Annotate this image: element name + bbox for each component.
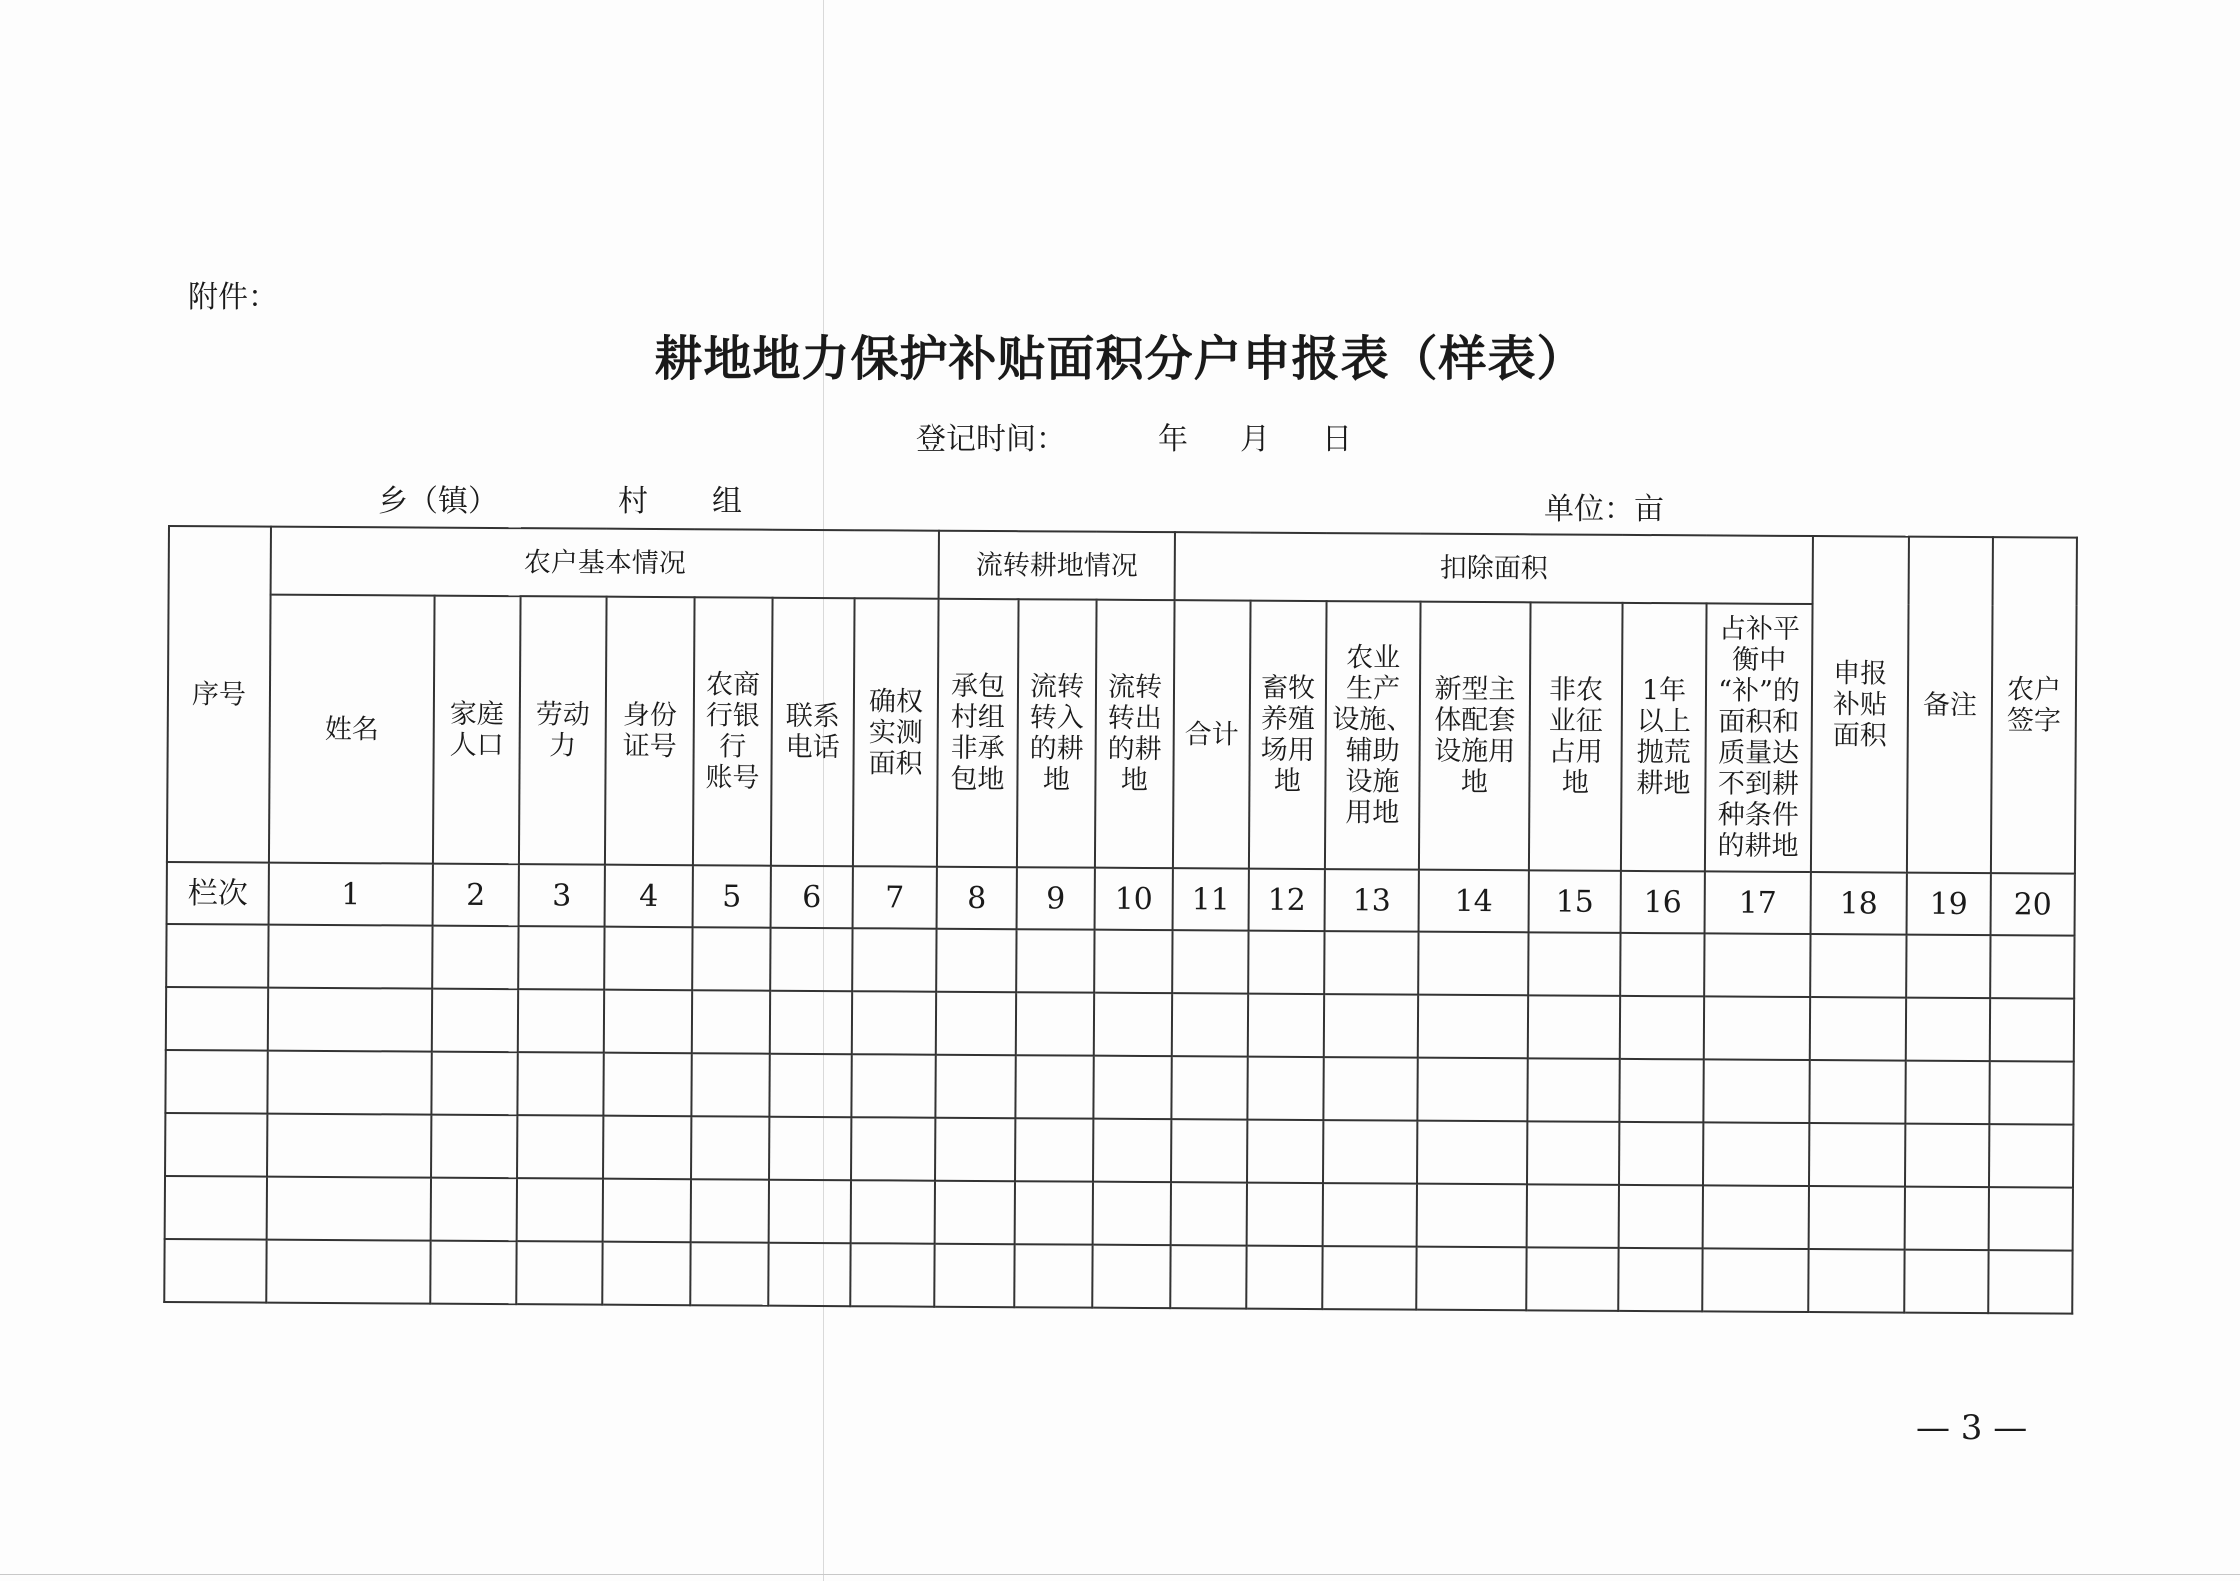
unit-label: 单位：亩 [1544,492,1664,527]
table-row [165,1050,2073,1125]
blank-cell [268,925,432,989]
blank-cell [1324,994,1418,1058]
blank-cell [1170,1245,1246,1308]
blank-cell [769,1054,851,1117]
blank-cell [1990,935,2074,999]
col-header-7: 确权 实测 面积 [853,598,939,867]
blank-cell [1704,996,1810,1060]
column-number-label: 栏次 [167,862,269,925]
blank-cell [1703,1122,1809,1186]
blank-cell [1809,1060,1905,1124]
column-number: 10 [1095,868,1173,930]
column-number: 14 [1419,870,1529,933]
blank-cell [936,929,1016,992]
col-header-15: 非农 业征 占用 地 [1529,602,1623,871]
blank-cell [851,1054,935,1118]
blank-cell [268,988,432,1052]
col-header-16: 1年 以上 抛荒 耕地 [1621,603,1707,872]
blank-cell [852,991,936,1055]
blank-cell [1094,993,1172,1056]
blank-cell [1619,1122,1703,1186]
blank-cell [1989,1187,2073,1251]
blank-cell [851,1117,935,1181]
blank-cell [1324,931,1418,995]
blank-cell [1172,930,1248,993]
blank-cell [165,1050,267,1114]
blank-cell [1016,929,1094,992]
location-village: 村 [618,484,648,519]
blank-cell [1417,1058,1527,1122]
column-number: 3 [519,864,605,927]
blank-cell [1906,998,1990,1062]
subsidy-application-table [163,525,2078,1315]
registration-label: 登记时间： [916,422,1066,457]
blank-cell [1247,1183,1323,1246]
blank-cell [1248,931,1324,994]
blank-cell [516,1241,602,1305]
col-header-5: 农商 行银 行 账号 [693,597,773,865]
blank-cell [1528,995,1620,1059]
table-row [164,1239,2072,1314]
blank-cell [1809,1186,1905,1250]
blank-cell [850,1243,934,1307]
blank-cell [1990,998,2074,1062]
blank-cell [1905,1187,1989,1251]
col-header-1: 姓名 [269,595,435,864]
table-row [165,1113,2073,1188]
blank-cell [691,1116,769,1179]
blank-cell [1618,1248,1702,1312]
col-header-18: 申报 补贴 面积 [1811,536,1909,873]
blank-cell [1704,933,1810,997]
column-number: 15 [1529,870,1621,933]
blank-cell [517,1052,603,1116]
blank-cell [1416,1247,1526,1311]
column-number: 19 [1907,873,1991,936]
blank-cell [1703,1059,1809,1123]
col-header-20: 农户 签字 [1991,537,2077,874]
blank-cell [164,1239,266,1303]
blank-cell [165,1113,267,1177]
registration-month: 月 [1240,422,1270,457]
blank-cell [1171,1119,1247,1182]
blank-cell [166,987,268,1051]
blank-cell [1703,1185,1809,1249]
blank-cell [267,1114,431,1178]
col-header-14: 新型主 体配套 设施用 地 [1419,602,1531,871]
blank-cell [603,1053,691,1117]
column-number: 9 [1017,867,1095,929]
blank-cell [1702,1248,1808,1312]
blank-cell [1248,994,1324,1057]
blank-cell [165,1176,267,1240]
col-header-6: 联系 电话 [771,598,855,866]
col-header-4: 身份 证号 [605,597,695,866]
blank-cell [431,1052,517,1116]
blank-cell [1094,930,1172,993]
column-number: 11 [1173,868,1249,930]
column-number: 2 [433,864,519,927]
col-header-13: 农业 生产 设施、 辅助 设施 用地 [1325,601,1421,870]
blank-cell [1093,1182,1171,1245]
blank-cell [604,927,692,991]
blank-cell [1323,1057,1417,1121]
blank-cell [603,1179,691,1243]
column-number: 17 [1705,871,1811,934]
blank-cell [1808,1249,1904,1313]
blank-cell [1619,1185,1703,1249]
blank-cell [604,990,692,1054]
blank-cell [1417,1184,1527,1248]
col-header-11: 合计 [1173,600,1251,868]
blank-cell [432,989,518,1053]
col-header-8: 承包 村组 非承 包地 [937,599,1019,867]
column-number: 6 [771,866,853,928]
blank-cell [1418,995,1528,1059]
group-transfer-header: 流转耕地情况 [939,531,1175,600]
blank-cell [1092,1245,1170,1308]
blank-cell [1014,1244,1092,1307]
location-group: 组 [712,484,742,519]
blank-cell [1904,1250,1988,1314]
location-township: 乡（镇） [378,484,498,519]
blank-entry-rows [164,924,2074,1314]
col-header-2: 家庭 人口 [433,596,521,865]
blank-cell [1989,1061,2073,1125]
seq-header: 序号 [167,526,271,863]
blank-cell [1619,1059,1703,1123]
blank-cell [1171,1182,1247,1245]
blank-cell [1905,1061,1989,1125]
blank-cell [770,928,852,991]
column-number: 5 [693,865,771,927]
blank-cell [431,1115,517,1179]
blank-cell [602,1242,690,1306]
blank-cell [1527,1058,1619,1122]
blank-cell [517,1115,603,1179]
col-header-12: 畜牧 养殖 场用 地 [1249,601,1327,869]
group-basic-header: 农户基本情况 [271,527,939,599]
blank-cell [692,990,770,1053]
registration-time [916,414,1352,458]
blank-cell [1015,1181,1093,1244]
blank-cell [603,1116,691,1180]
blank-cell [1810,997,1906,1061]
blank-cell [1809,1123,1905,1187]
registration-year: 年 [1158,422,1188,457]
blank-cell [935,1118,1015,1181]
blank-cell [1247,1057,1323,1120]
blank-cell [1015,1118,1093,1181]
blank-cell [691,1053,769,1116]
blank-cell [166,924,268,988]
blank-cell [432,926,518,990]
blank-cell [769,1180,851,1243]
blank-cell [1247,1120,1323,1183]
blank-cell [935,1055,1015,1118]
blank-cell [852,928,936,992]
col-header-9: 流转 转入 的耕 地 [1017,599,1097,867]
table-row [165,1176,2073,1251]
table-row [166,924,2074,999]
blank-cell [517,1178,603,1242]
blank-cell [1620,996,1704,1060]
blank-cell [934,1244,1014,1307]
column-number: 4 [605,865,693,928]
blank-cell [1527,1184,1619,1248]
col-header-17: 占补平 衡中 “补”的 面积和 质量达 不到耕 种条件 的耕地 [1705,603,1813,872]
attachment-label: 附件： [188,280,278,315]
blank-cell [1527,1121,1619,1185]
blank-cell [1418,932,1528,996]
blank-cell [691,1179,769,1242]
column-number: 12 [1249,869,1325,931]
column-number: 16 [1621,871,1705,934]
column-number: 8 [937,867,1017,929]
blank-cell [1093,1056,1171,1119]
blank-cell [1528,932,1620,996]
blank-cell [770,991,852,1054]
col-header-10: 流转 转出 的耕 地 [1095,600,1175,868]
blank-cell [431,1178,517,1242]
scan-bottom-edge [0,1574,2240,1575]
column-number: 13 [1325,869,1419,932]
blank-cell [1093,1119,1171,1182]
blank-cell [1526,1247,1618,1311]
blank-cell [1015,1055,1093,1118]
form-title: 耕地地力保护补贴面积分户申报表（样表） [654,331,1586,387]
blank-cell [1172,993,1248,1056]
blank-cell [1810,934,1906,998]
column-number: 18 [1811,872,1907,935]
blank-cell [769,1117,851,1180]
blank-cell [1620,933,1704,997]
blank-cell [266,1240,430,1304]
blank-cell [768,1243,850,1306]
blank-cell [1323,1120,1417,1184]
blank-cell [1417,1121,1527,1185]
blank-cell [1906,935,1990,999]
blank-cell [1905,1124,1989,1188]
blank-cell [267,1177,431,1241]
blank-cell [1246,1246,1322,1309]
registration-day: 日 [1322,422,1352,457]
blank-cell [936,992,1016,1055]
blank-cell [692,927,770,990]
blank-cell [1988,1250,2072,1314]
blank-cell [518,989,604,1053]
blank-cell [1171,1056,1247,1119]
blank-cell [430,1241,516,1305]
blank-cell [1989,1124,2073,1188]
blank-cell [851,1180,935,1244]
blank-cell [935,1181,1015,1244]
table-row [166,987,2074,1062]
col-header-3: 劳动 力 [519,596,607,865]
blank-cell [267,1051,431,1115]
blank-cell [690,1242,768,1305]
column-number: 1 [269,863,433,926]
column-number: 20 [1991,873,2075,936]
col-header-19: 备注 [1907,537,1993,874]
blank-cell [1016,992,1094,1055]
blank-cell [1323,1183,1417,1247]
column-number: 7 [853,866,937,929]
group-deduction-header: 扣除面积 [1175,532,1813,604]
blank-cell [1322,1246,1416,1310]
blank-cell [518,926,604,990]
page-number: — 3 — [1916,1408,2028,1448]
